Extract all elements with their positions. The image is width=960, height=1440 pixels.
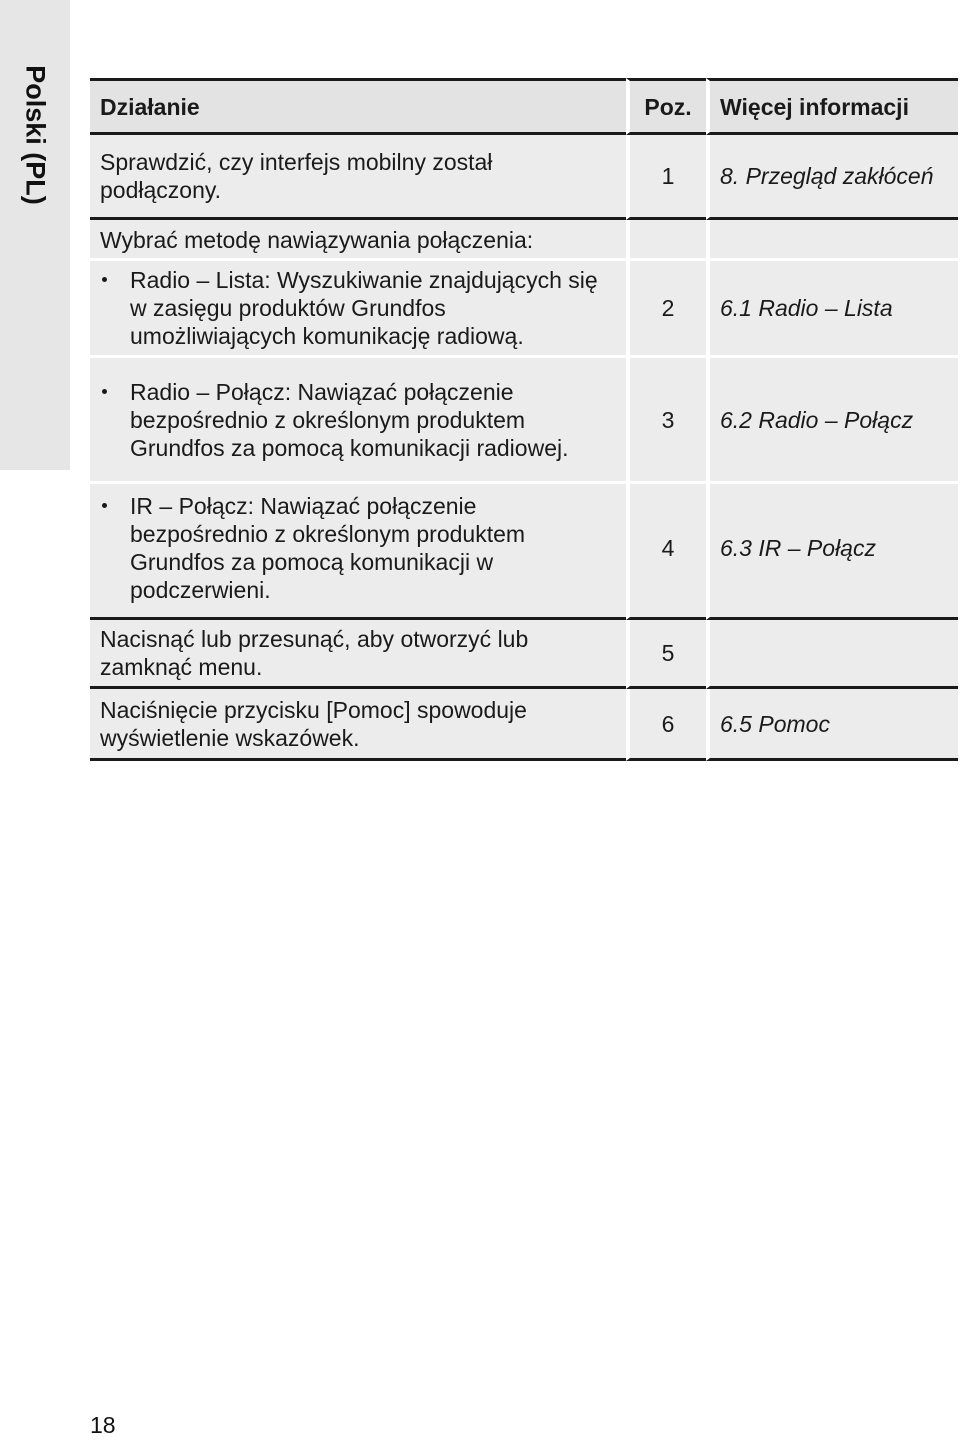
- bullet-text: Radio – Połącz: Nawiązać połączenie bezpośrednio z określonym produktem Grundfos za pomocą komunikacji radiowej.: [130, 378, 569, 461]
- instruction-table: [90, 78, 958, 761]
- position-cell: [626, 220, 706, 261]
- bullet-text: IR – Połącz: Nawiązać połączenie bezpośrednio z określonym produktem Grundfos za pomocą komunikacji w podczerwieni.: [130, 492, 526, 603]
- position-cell: 3: [626, 358, 706, 484]
- info-cell: [706, 220, 958, 261]
- bullet-item: [100, 378, 616, 462]
- info-cell: 6.3 IR – Połącz: [706, 484, 958, 620]
- table-row: [90, 689, 958, 761]
- info-cell: 6.5 Pomoc: [706, 689, 958, 761]
- action-cell: [90, 261, 626, 358]
- action-cell: Naciśnięcie przycisku [Pomoc] spowoduje wyświetlenie wskazówek.: [90, 689, 626, 761]
- table-row: [90, 261, 958, 358]
- info-cell: 6.1 Radio – Lista: [706, 261, 958, 358]
- language-label: Polski (PL): [20, 65, 51, 205]
- header-position: Poz.: [626, 78, 706, 135]
- action-cell: [90, 484, 626, 620]
- table-row: [90, 358, 958, 484]
- position-cell: 1: [626, 135, 706, 220]
- bullet-icon: [102, 277, 107, 282]
- bullet-item: [100, 266, 616, 350]
- table-row: [90, 620, 958, 689]
- action-cell: Sprawdzić, czy interfejs mobilny został podłączony.: [90, 135, 626, 220]
- action-cell: [90, 358, 626, 484]
- action-cell: Wybrać metodę nawiązywania połączenia:: [90, 220, 626, 261]
- table-row: [90, 135, 958, 220]
- table-row: [90, 220, 958, 261]
- table-row: [90, 484, 958, 620]
- header-action: Działanie: [90, 78, 626, 135]
- position-cell: 5: [626, 620, 706, 689]
- bullet-icon: [102, 389, 107, 394]
- info-cell: 8. Przegląd zakłóceń: [706, 135, 958, 220]
- bullet-text: Radio – Lista: Wyszukiwanie znajdujących się w zasięgu produktów Grundfos umożliwiających komunikację radiową.: [130, 267, 598, 349]
- position-cell: 6: [626, 689, 706, 761]
- position-cell: 2: [626, 261, 706, 358]
- bullet-icon: [102, 503, 107, 508]
- info-cell: 6.2 Radio – Połącz: [706, 358, 958, 484]
- language-side-tab: [0, 0, 70, 470]
- action-cell: Nacisnąć lub przesunąć, aby otworzyć lub zamknąć menu.: [90, 620, 626, 689]
- header-info: Więcej informacji: [706, 78, 958, 135]
- table-header-row: [90, 78, 958, 135]
- bullet-item: [100, 492, 616, 604]
- info-cell: [706, 620, 958, 689]
- position-cell: 4: [626, 484, 706, 620]
- page-number: 18: [90, 1412, 116, 1438]
